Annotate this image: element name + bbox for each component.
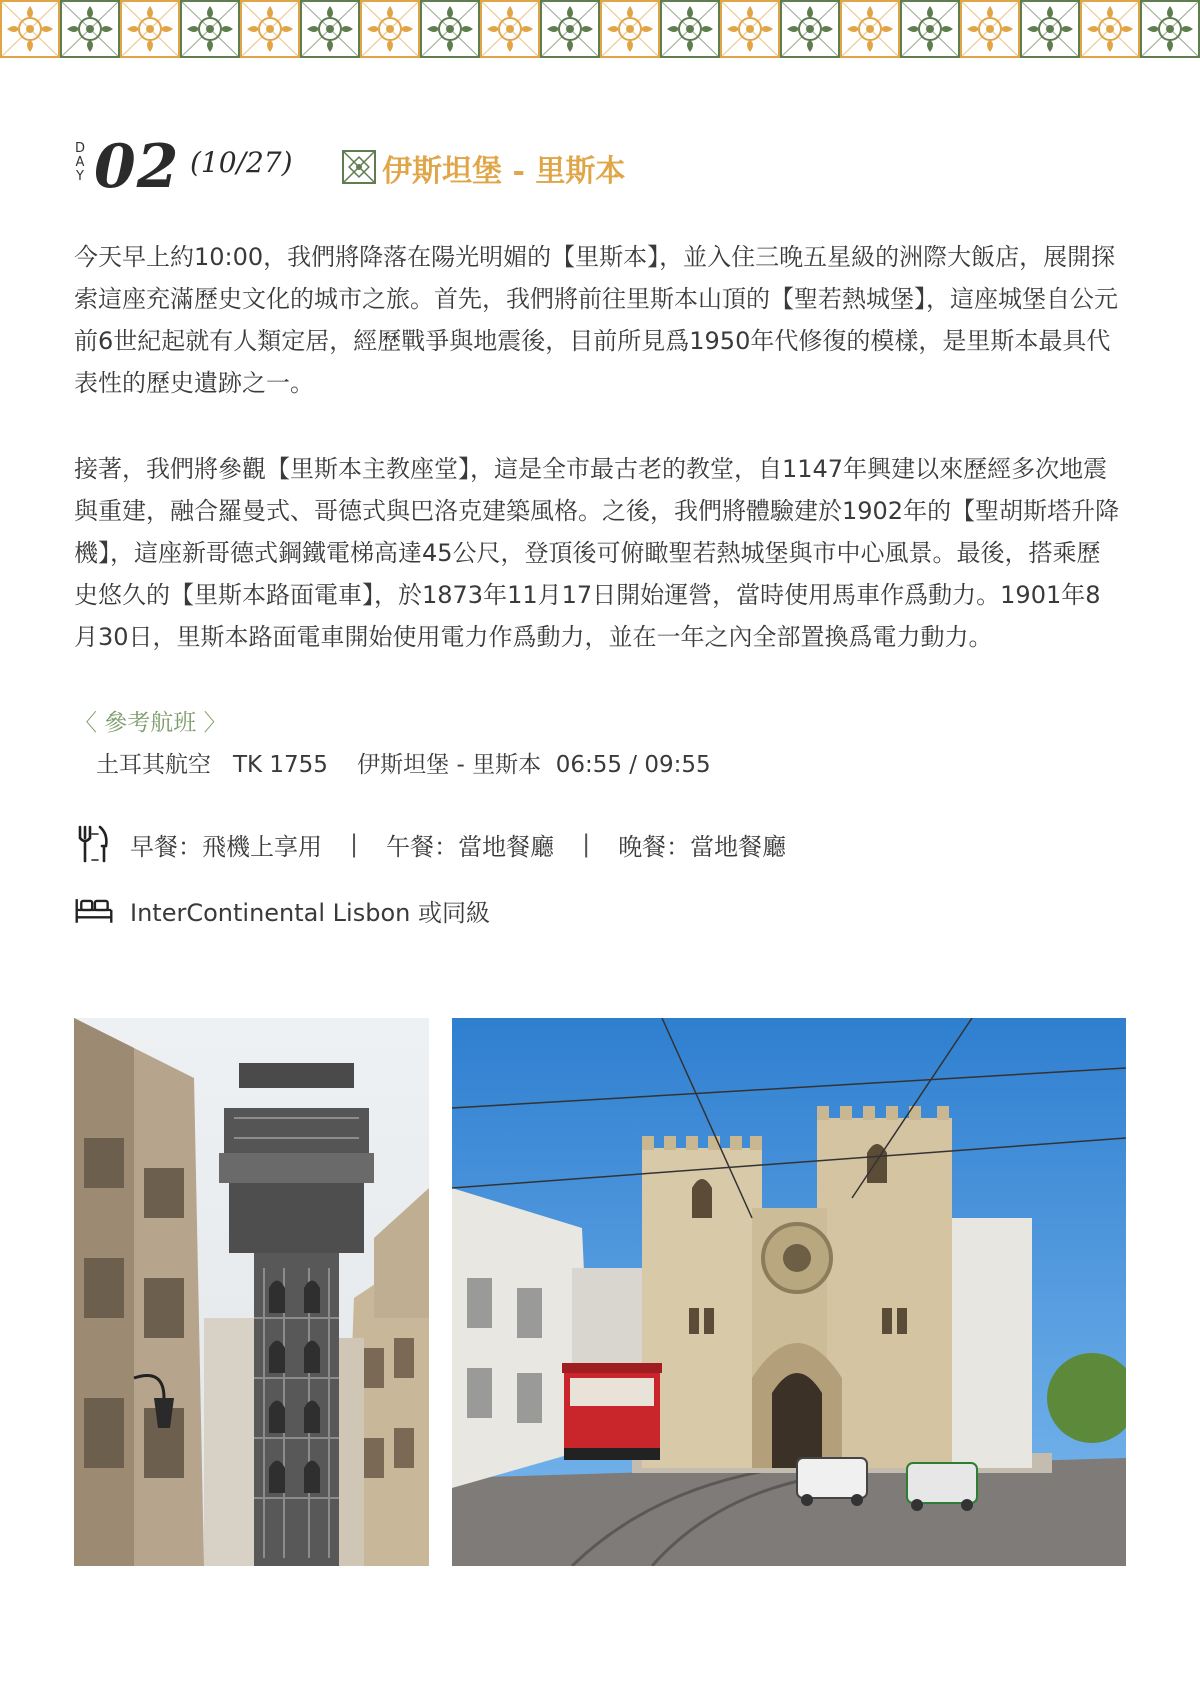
tile-border-tile <box>600 0 660 58</box>
bed-icon <box>74 890 114 930</box>
hotel-row <box>74 888 490 932</box>
tile-border-tile <box>180 0 240 58</box>
tile-border-tile <box>480 0 540 58</box>
flight-times: 06:55 / 09:55 <box>555 752 711 778</box>
tile-border-tile <box>420 0 480 58</box>
meal-separator: | <box>582 830 591 858</box>
tile-border-tile <box>360 0 420 58</box>
tile-border-tile <box>900 0 960 58</box>
paragraph-itinerary: 接著，我們將參觀【里斯本主教座堂】，這是全市最古老的教堂，自1147年興建以來歷經多次地震與重建，融合羅曼式、哥德式與巴洛克建築風格。之後，我們將體驗建於1902年的【聖胡斯塔升降機】，這座新哥德式鋼鐵電梯高達45公尺，登頂後可俯瞰聖若熱城堡與市中心風景。最後，搭乘歷史悠久的【里斯本路面電車】，於1873年11月17日開始運營，當時使用馬車作爲動力。1901年8月30日，里斯本路面電車開始使用電力作爲動力，並在一年之內全部置換爲電力動力。 <box>74 455 1120 651</box>
tile-border-tile <box>840 0 900 58</box>
route-title: 伊斯坦堡 - 里斯本 <box>382 154 626 189</box>
tile-border-tile <box>660 0 720 58</box>
day-number: 02 <box>94 132 180 202</box>
flight-airline: 土耳其航空 <box>96 752 211 778</box>
day-letter-a: A <box>75 155 85 170</box>
tile-border-tile <box>300 0 360 58</box>
tile-border-tile <box>1080 0 1140 58</box>
meal-lunch: 午餐：當地餐廳 <box>386 832 555 861</box>
paragraph-intro: 今天早上約10:00，我們將降落在陽光明媚的【里斯本】，並入住三晚五星級的洲際大飯店，展開探索這座充滿歷史文化的城市之旅。首先，我們將前往里斯本山頂的【聖若熱城堡】，這座城堡自公元前6世紀起就有人類定居，經歷戰爭與地震後，目前所見爲1950年代修復的模樣，是里斯本最具代表性的歷史遺跡之一。 <box>74 243 1118 397</box>
meal-separator: | <box>350 830 359 858</box>
tile-border-tile <box>120 0 180 58</box>
day-label <box>74 142 86 184</box>
day-date: (10/27) <box>190 146 293 179</box>
santa-justa-elevator-photo <box>74 1018 429 1566</box>
lisbon-cathedral-tram-photo <box>452 1018 1126 1566</box>
tile-border-tile <box>1140 0 1200 58</box>
flight-route: 伊斯坦堡 - 里斯本 <box>357 752 542 778</box>
meals-row <box>74 822 786 866</box>
meal-breakfast: 早餐：飛機上享用 <box>130 832 322 861</box>
flight-number: TK 1755 <box>232 752 328 778</box>
tile-border-tile <box>0 0 60 58</box>
tile-border-tile <box>60 0 120 58</box>
meal-dinner: 晚餐：當地餐廳 <box>618 832 787 861</box>
flight-info <box>96 746 711 779</box>
tile-border-tile <box>720 0 780 58</box>
utensils-icon <box>74 824 114 864</box>
tile-border-tile <box>1020 0 1080 58</box>
tile-border-tile <box>540 0 600 58</box>
hotel-name: InterContinental Lisbon 或同級 <box>130 898 490 927</box>
tile-border-tile <box>960 0 1020 58</box>
tile-border-tile <box>240 0 300 58</box>
tile-pattern-icon <box>342 150 376 184</box>
day-letter-y: Y <box>76 169 84 184</box>
flight-reference-label: 〈 參考航班 〉 <box>74 710 227 736</box>
tile-border <box>0 0 1200 58</box>
day-letter-d: D <box>74 141 85 156</box>
tile-border-tile <box>780 0 840 58</box>
